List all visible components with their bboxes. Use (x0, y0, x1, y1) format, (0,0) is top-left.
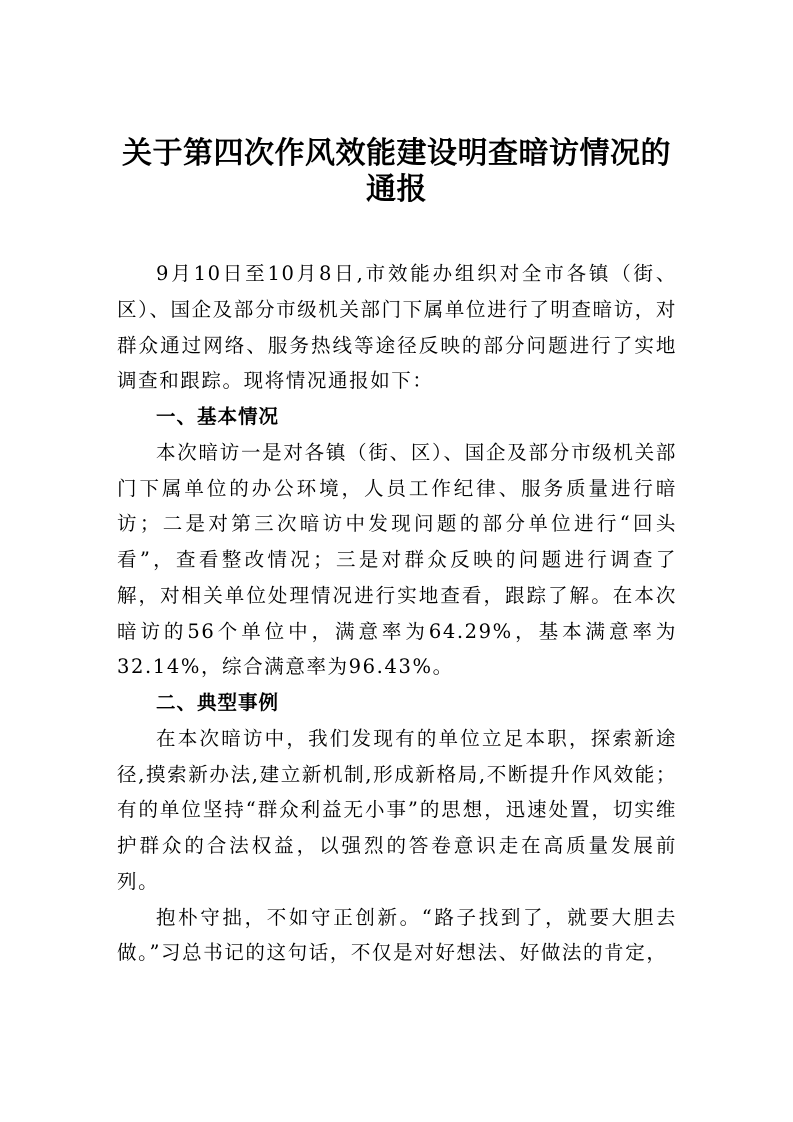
document-title (100, 136, 693, 208)
section-heading-basic-situation: 一、基本情况 (156, 405, 280, 428)
title-line-1: 关于第四次作风效能建设明查暗访情况的 (122, 136, 671, 171)
innovation-paragraph: 抱朴守拙，不如守正创新。“路子找到了，就要大胆去做。”习总书记的这句话，不仅是对好想法、好做法的肯定， (117, 905, 677, 965)
basic-situation-paragraph: 本次暗访一是对各镇（街、区）、国企及部分市级机关部门下属单位的办公环境，人员工作纪律、服务质量进行暗访；二是对第三次暗访中发现问题的部分单位进行“回头看”，查看整改情况；三是对群众反映的问题进行调查了解，对相关单位处理情况进行实地查看，跟踪了解。在本次暗访的56个单位中，满意率为64.29%，基本满意率为32.14%，综合满意率为96.43%。 (117, 440, 677, 679)
typical-cases-paragraph: 在本次暗访中，我们发现有的单位立足本职，探索新途径,摸索新办法,建立新机制,形成新格局,不断提升作风效能；有的单位坚持“群众利益无小事”的思想，迅速处置，切实维护群众的合法权益，以强烈的答卷意识走在高质量发展前列。 (117, 726, 677, 893)
document-body (117, 256, 677, 971)
title-line-2: 通报 (366, 172, 427, 207)
section-heading-typical-cases: 二、典型事例 (156, 691, 280, 714)
intro-paragraph: 9月10日至10月8日,市效能办组织对全市各镇（街、区）、国企及部分市级机关部门下属单位进行了明查暗访，对群众通过网络、服务热线等途径反映的部分问题进行了实地调查和跟踪。现将情况通报如下： (117, 262, 677, 393)
